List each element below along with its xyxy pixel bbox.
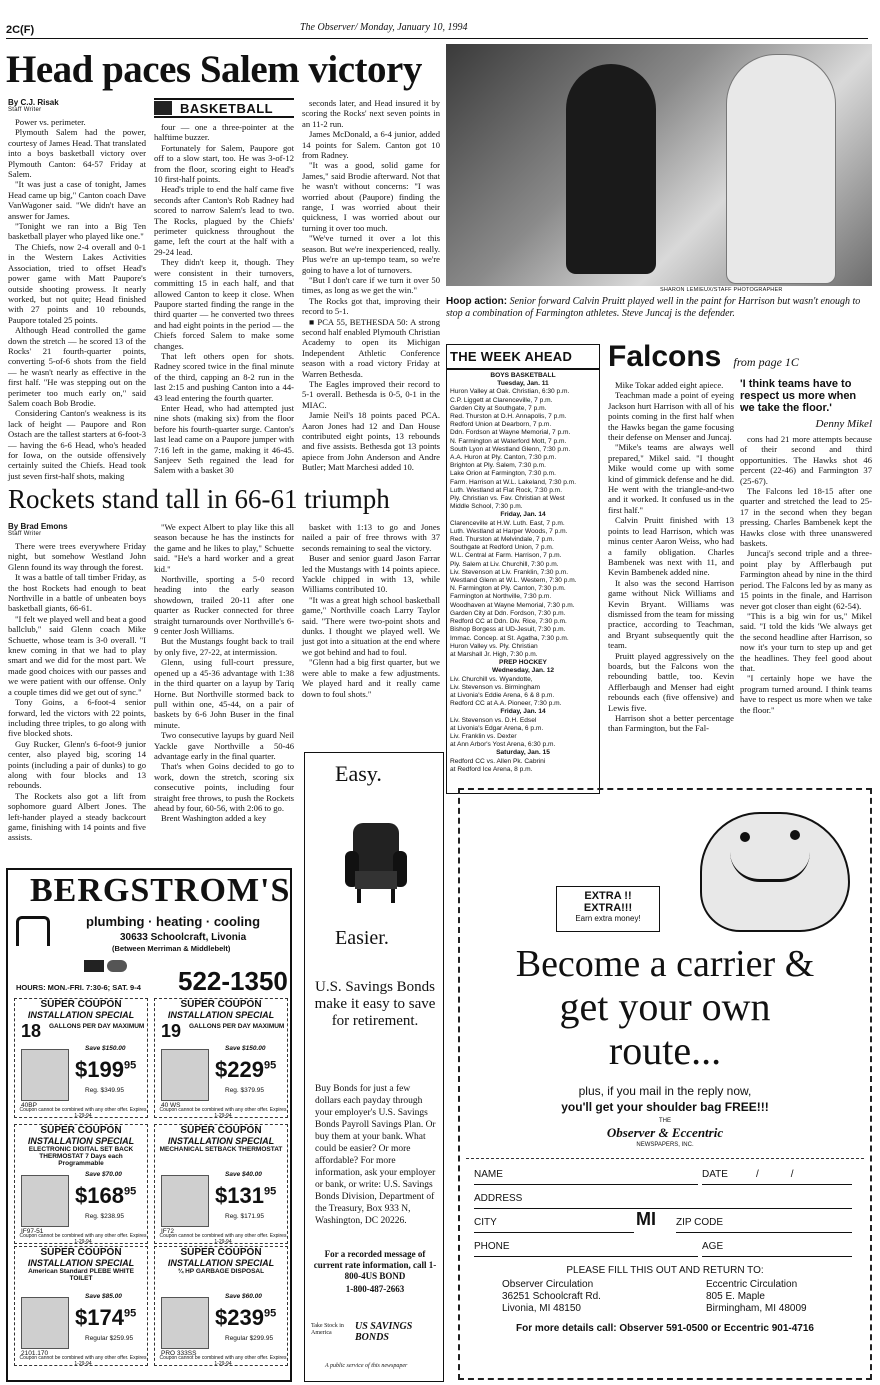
bergstroms-services: plumbing · heating · cooling: [86, 914, 261, 929]
product-image: [21, 1297, 69, 1349]
paragraph: Tony Goins, a 6-foot-4 senior forward, led the victors with 22 points, including three triples, to go along with five blocked shots.: [8, 697, 146, 739]
name-field[interactable]: NAME: [474, 1167, 698, 1185]
paragraph: "It was a great high school basketball game," Northville coach Larry Taylor said. "There were two-point shots and dunks. I thought we played well. We just got into a situation at the end where we got behind and had to foul.: [302, 594, 440, 657]
paragraph: "Glenn had a big first quarter, but we were able to make a few adjustments. We played hard and it really came down to foul shots.": [302, 657, 440, 699]
carrier-headline-1: Become a carrier &: [515, 943, 815, 985]
paragraph: Plymouth Salem had the power, courtesy of James Head. That translated into a boys basketball victory over Plymouth Canton: 64-57 Friday at Salem.: [8, 127, 146, 180]
bergstroms-hours: HOURS: MON.-FRI. 7:30-6; SAT. 9-4: [16, 983, 141, 992]
credit-card-logos: [84, 960, 127, 972]
bonds-easy: Easy.: [335, 761, 382, 786]
coupon-regular-price: Reg. $238.95: [85, 1213, 125, 1220]
falcons-col-2-text: [740, 434, 872, 715]
date-field[interactable]: DATE / /: [702, 1167, 852, 1185]
coupon-description: ¾ HP GARBAGE DISPOSAL: [177, 1268, 265, 1275]
paragraph: "Mike's teams are always well prepared," Mikel said. "I thought Mike would come up with some kind of gimmick defense and he did. He went with the triangle-and-two and it worked. It confused us in the first half.": [608, 442, 734, 515]
carrier-line-1: plus, if you mail in the reply now,: [578, 1084, 752, 1098]
schedule-line: Red. Thurston at Melvindale, 7 p.m.: [450, 536, 555, 544]
coupon-model: IF97-51: [21, 1228, 44, 1235]
schedule-line: at Redford Ice Arena, 8 p.m.: [450, 765, 533, 773]
schedule-line: Farm. Harrison at W.L. Lakeland, 7:30 p.m.: [450, 478, 577, 486]
schedule-line: Southgate at Redford Union, 7 p.m.: [450, 544, 554, 552]
schedule-line: Ply. Salem at Liv. Churchill, 7:30 p.m.: [450, 560, 559, 568]
coupon-gallons: 18: [21, 1021, 42, 1041]
photo-caption: Hoop action: Senior forward Calvin Pruitt played well in the paint for Harrison but wasn't enough to stop a combination of Farmington athletes. Steve Juncaj is the defender.: [446, 296, 861, 319]
coupon-price-cents: 95: [123, 1059, 137, 1072]
bergstroms-address: 30633 Schoolcraft, Livonia: [120, 932, 247, 943]
eccentric-address: Eccentric Circulation 805 E. Maple Birmingham, MI 48009: [706, 1279, 807, 1314]
paragraph: basket with 1:13 to go and Jones nailed a pair of free throws with 37 seconds remaining to seal the victory.: [302, 522, 440, 553]
coupon-price-cents: 95: [123, 1185, 137, 1198]
mastercard-icon: [107, 960, 127, 972]
coupon-description: MECHANICAL SETBACK THERMOSTAT: [159, 1146, 283, 1153]
city-field[interactable]: CITY: [474, 1215, 634, 1233]
address-field[interactable]: ADDRESS: [474, 1191, 852, 1209]
bonds-rate-line: For a recorded message of current rate information, call 1-800-4US BOND: [313, 1249, 437, 1281]
faucet-icon: [16, 916, 50, 946]
schedule-line: Redford CC at Ddn. Div. Rice, 7:30 p.m.: [450, 618, 567, 626]
paragraph: The Eagles improved their record to 5-1 overall. Bethesda is 0-5, 0-1 in the MIAC.: [302, 378, 440, 410]
coupon-title: SUPER COUPON: [40, 1125, 122, 1136]
paragraph: Guy Rucker, Glenn's 6-foot-9 junior center, also played big, scoring 14 points (including a pair of dunks) to go along with four blocks and 13 rebounds.: [8, 738, 146, 791]
schedule-line: Red. Thurston at D.H. Annapolis, 7 p.m.: [450, 413, 567, 421]
schedule-line: Middle School, 7:30 p.m.: [450, 503, 523, 511]
coupon-title: SUPER COUPON: [40, 1247, 122, 1258]
paragraph: That's when Goins decided to go to work, down the stretch, scoring six consecutive points, including four straight free throws, to push the Rockets ahead by four, 60-56, with 2:06 to go.: [154, 761, 294, 813]
paragraph: Buser and senior guard Jason Farrar led the Mustangs with 14 points apiece. Yackle chipped in with 13, while Williams contributed 10.: [302, 553, 440, 595]
photo-player-silhouette: [566, 64, 656, 274]
rockets-col-3: [302, 522, 440, 699]
paragraph: "Tonight we ran into a Big Ten basketball player who played like one.": [8, 221, 146, 242]
schedule-line: N. Farmington at Ply. Canton, 7:30 p.m.: [450, 585, 566, 593]
return-to: PLEASE FILL THIS OUT AND RETURN TO:: [566, 1265, 764, 1276]
paragraph: "I felt we played well and beat a good ballclub," said Glenn coach Mike Schuette, whose team is 3-0 overall. "I knew coming in that we had to play smart and we did for the most part. We made good choices with our passes and we were patient with our offense. Only a couple times did we get out of sync.": [8, 613, 146, 697]
falcons-col-1: [608, 380, 734, 734]
schedule-line: Saturday, Jan. 15: [496, 749, 550, 757]
photo-credit: SHARON LEMIEUX/STAFF PHOTOGRAPHER: [660, 287, 783, 293]
pull-quote-attribution: Denny Mikel: [815, 418, 872, 430]
paragraph: Pruitt played aggressively on the boards, but the Falcons won the rebounding battle, too. Kevin Afflerbaugh and Menser had eight rebounds each (five offensive) and Lewis five.: [608, 650, 734, 713]
bonds-logo: US SAVINGS BONDS: [355, 1321, 413, 1343]
age-field[interactable]: AGE: [702, 1239, 852, 1257]
schedule-line: Clarenceville at H.W. Luth. East, 7 p.m.: [450, 519, 565, 527]
schedule-line: Woodhaven at Wayne Memorial, 7:30 p.m.: [450, 601, 575, 609]
schedule-line: Garden City at Ddn. Fordson, 7:30 p.m.: [450, 609, 566, 617]
product-image: [161, 1297, 209, 1349]
coupon-price-cents: 95: [263, 1185, 277, 1198]
coupon-title: SUPER COUPON: [180, 999, 262, 1010]
paragraph: They didn't keep it, though. They were consistent in their turnovers, committing 15 in each half, and that allowed Canton to keep it close. When Paupore started finding the range in the third quarter — he converted two threes and had eight points in the period — the Chiefs forced Salem to make some changes.: [154, 257, 294, 351]
schedule-line: Ddn. Fordson at Wayne Memorial, 7 p.m.: [450, 429, 571, 437]
main-col-3: [302, 98, 440, 473]
schedule-line: Huron Valley at Oak. Christian, 6:30 p.m.: [450, 388, 570, 396]
section-label: BASKETBALL: [154, 98, 294, 118]
product-image: [161, 1049, 209, 1101]
schedule-line: Redford Union at Dearborn, 7 p.m.: [450, 421, 552, 429]
super-coupon[interactable]: [14, 1246, 148, 1366]
paragraph: But the Mustangs fought back to trail by only five, 27-22, at intermission.: [154, 636, 294, 657]
paragraph: James McDonald, a 6-4 junior, added 14 points for Salem. Canton got 10 from Radney.: [302, 129, 440, 161]
super-coupon[interactable]: [14, 998, 148, 1118]
bergstroms-ad: [6, 868, 292, 1382]
carrier-paper-logo: Observer & Eccentric: [606, 1125, 724, 1140]
paragraph: Considering Canton's weakness is its lack of height — Paupore and Ron Ostach are the tallest starters at 6-foot-3 — having the 6-6 Head, who's headed for Iowa, on the outside offensively certainly suited the Chiefs. Head took just seven first-half shots, making: [8, 408, 146, 481]
schedule-line: Liv. Stevenson at Liv. Franklin, 7:30 p.m.: [450, 568, 569, 576]
paragraph: Enter Head, who had attempted just nine shots (making six) from the floor before his fourth-quarter surge. Canton's last lead came on a Paupore jumper with 7:16 left in the game, making it 46-45. Sanjeev Seth regained the lead for Salem with a basket 30: [154, 402, 294, 476]
coupon-title: SUPER COUPON: [180, 1125, 262, 1136]
coupon-save: Save $70.00: [85, 1171, 122, 1178]
paragraph: "It was a good, solid game for James," said Brodie afterward. Not that he wasn't without concerns: "I was worried about (Paupore) finding the range, I was worried about their quickness, I was worried about our turning it over too much.: [302, 160, 440, 233]
armchair-icon: [345, 823, 407, 905]
schedule-line: at Ann Arbor's Yost Arena, 6:30 p.m.: [450, 741, 556, 749]
coupon-model: 2101.170: [21, 1350, 49, 1357]
week-ahead-list: [447, 370, 599, 776]
schedule-line: Wednesday, Jan. 12: [491, 667, 555, 675]
coupon-description: ELECTRONIC DIGITAL SET BACK THERMOSTAT 7 Days each Programmable: [28, 1146, 134, 1167]
paragraph: Brent Washington added a key: [161, 813, 267, 824]
dog-mascot-illustration: [690, 792, 860, 962]
coupon-subtitle: INSTALLATION SPECIAL: [167, 1010, 275, 1020]
schedule-line: Westland Glenn at W.L. Western, 7:30 p.m.: [450, 577, 577, 585]
carrier-headline-3: route...: [608, 1028, 722, 1073]
bergstroms-between: (Between Merriman & Middlebelt): [112, 944, 231, 953]
coupon-regular-price: Reg. $349.95: [85, 1087, 125, 1094]
paragraph: "I certainly hope we have the program turned around. I think teams have to respect us more when we take the floor.": [740, 673, 872, 715]
paragraph: cons had 21 more attempts because of their second and third opportunities. The Hawks shot 46 percent (22-46) and Farmington 37 (25-67).: [740, 434, 872, 486]
reply-form: [466, 1158, 864, 1372]
rockets-col-1: By Brad Emons Staff Writer There were trees everywhere Friday night, but somehow Westland John Glenn found its way through the forest. It was a battle of tall timber Friday, as the host Rockets had enough to beat Northville in a battle of unbeaten boys basketball giants, 66-61. "I felt we played well and beat a good ballclub," said Glenn coach Mike Schuette, whose team is 3-0 overall. "I knew coming in that we had to play smart and we did for the most part. We made good choices with our passes and we were patient with our offense. Only a couple times did we get out of sync." Tony Goins, a 6-foot-4 senior forward, led the victors with 22 points, including three triples, to go along with five blocked shots. Guy Rucker, Glenn's 6-foot-9 junior center, also played big, scoring 14 points (including a pair of dunks) to go along with four blocks and 13 rebounds. The Rockets also got a lift from sophomore guard Albert Jones. The left-hander played a steady backcourt game, finishing with 14 points and five assists.: [8, 522, 146, 843]
paragraph: Fortunately for Salem, Paupore got off to a slow start, too. He was 3-of-12 from the floor, scoring eight to Head's 10 first-half points.: [154, 142, 294, 185]
super-coupon[interactable]: [154, 998, 288, 1118]
rockets-col-2: [154, 522, 294, 824]
bonds-rate-phone: 1-800-487-2663: [345, 1284, 405, 1294]
coupon-title: SUPER COUPON: [180, 1247, 262, 1258]
coupon-price: $\$174^{95}$: [75, 1305, 137, 1330]
schedule-line: at Marshall Jr. High, 7:30 p.m.: [450, 650, 538, 658]
section-label-mark: [154, 101, 172, 115]
rockets-col-1-text: [8, 541, 146, 843]
coupon-fine-print: Coupon cannot be combined with any other offer. Expires 1-29-94: [159, 1233, 287, 1244]
super-coupon[interactable]: [14, 1124, 148, 1244]
super-coupon[interactable]: [154, 1124, 288, 1244]
paragraph: ■ PCA 55, BETHESDA 50: A strong second half enabled Plymouth Christian Academy to open its Michigan Independent Athletic Conference season with a road victory Friday at Warren Bethesda.: [302, 316, 440, 379]
coupon-price: $\$199^{95}$: [75, 1057, 137, 1082]
paragraph: "We expect Albert to play like this all season because he has the instincts for the game and he likes to play," Schuette said. "He's a hard worker and a great kid.": [154, 522, 294, 574]
schedule-line: Friday, Jan. 14: [500, 708, 546, 716]
paragraph: Juncaj's second triple and a three-point play by Afflerbaugh put Farmington ahead by nine in the third period. The Falcons led by as many as 15 points in the finale, and Harrison never got closer than eight (62-54).: [740, 548, 872, 611]
coupon-model: 40BP: [21, 1102, 37, 1109]
carrier-line-2: you'll get your shoulder bag FREE!!!: [561, 1100, 769, 1114]
bonds-logo-tag: Take Stock in America: [311, 1323, 344, 1336]
coupon-subtitle: INSTALLATION SPECIAL: [167, 1258, 275, 1268]
main-col-1-text: [8, 117, 146, 481]
schedule-line: BOYS BASKETBALL: [490, 372, 556, 379]
paragraph: It also was the second Harrison game without Nick Williams and Kevin Bryant. Williams was dismissed from the team for missing practice, according to Teachman, and Bryant subsequently quit the team.: [608, 577, 734, 651]
schedule-line: Ply. Christian vs. Fav. Christian at West: [450, 495, 565, 503]
coupon-model: PRO 333SS: [161, 1350, 197, 1357]
paragraph: Two consecutive layups by guard Neil Yackle gave Northville a 50-46 advantage early in the final quarter.: [154, 730, 294, 761]
paragraph: The Rocks got that, improving their record to 5-1.: [302, 295, 440, 317]
carrier-the: THE: [659, 1118, 671, 1124]
coupon-subtitle: INSTALLATION SPECIAL: [27, 1258, 135, 1268]
main-col-1: [8, 98, 146, 481]
schedule-line: Liv. Stevenson vs. Birmingham: [450, 683, 541, 691]
savings-bonds-ad: [304, 752, 444, 1382]
coupon-save: Save $150.00: [85, 1045, 126, 1052]
paragraph: The Rockets also got a lift from sophomore guard Albert Jones. The left-hander played a steady backcourt game, finishing with 14 points and five assists.: [8, 790, 146, 843]
product-image: [21, 1175, 69, 1227]
coupon-save: Save $60.00: [225, 1293, 262, 1300]
paragraph: Harrison shot a better percentage than Farmington, but the Fal-: [608, 713, 734, 734]
schedule-line: South Lyon at Westland Glenn, 7:30 p.m.: [450, 445, 571, 453]
paragraph: "It was just a case of tonight, James Head came up big," Canton coach Dave VanWagoner said. "We didn't have an answer for James.: [8, 179, 146, 221]
bergstroms-phone: 522-1350: [178, 966, 288, 996]
phone-field[interactable]: PHONE: [474, 1239, 698, 1257]
coupon-description: American Standard PLEBE WHITE TOILET: [28, 1268, 134, 1282]
coupon-description: GALLONS PER DAY MAXIMUM: [49, 1023, 145, 1030]
schedule-line: Brighton at Ply. Salem, 7:30 p.m.: [450, 462, 546, 470]
bonds-headline: U.S. Savings Bonds make it easy to save for retirement.: [314, 979, 436, 1029]
schedule-line: Immac. Concep. at St. Agatha, 7:30 p.m.: [450, 634, 569, 642]
paragraph: four — one a three-pointer at the halftime buzzer.: [154, 122, 294, 143]
photo-defender-silhouette: [726, 54, 836, 284]
details-line: For more details call: Observer 591-0500 or Eccentric 901-4716: [516, 1323, 814, 1334]
paragraph: Jamie Neil's 18 points paced PCA. Aaron Jones had 12 and Dan House contributed eight points, 13 rebounds and five assists. Bethesda got 13 points apiece from John Anderson and Andre Butler; Matt Marchesi added 10.: [302, 410, 440, 473]
schedule-line: Friday, Jan. 14: [500, 511, 546, 519]
schedule-line: Farmington at Northville, 7:30 p.m.: [450, 593, 552, 601]
bonds-body: Buy Bonds for just a few dollars each payday through your employer's U.S. Savings Bonds Payroll Savings Plan. Or buy them at your bank. What could be easier? Or more affordable? For more information, ask your employer or bank, or write: U.S. Savings Bonds Division, Department of the Treasury, Box 933 N, Washington, DC 20226.: [315, 1084, 436, 1226]
coupon-model: IF72: [161, 1228, 175, 1235]
extra-bubble: EXTRA !! EXTRA!!! Earn extra money!: [556, 886, 660, 932]
schedule-line: Redford CC vs. Allen Pk. Cabrini: [450, 757, 546, 765]
rockets-col-3-text: [302, 522, 440, 699]
coupon-save: Save $85.00: [85, 1293, 122, 1300]
visa-card-icon: [84, 960, 104, 972]
coupon-save: Save $150.00: [225, 1045, 266, 1052]
coupon-price: $\$229^{95}$: [215, 1057, 277, 1082]
schedule-line: PREP HOCKEY: [499, 659, 547, 667]
schedule-line: Liv. Franklin vs. Dexter: [450, 732, 517, 740]
observer-address: Observer Circulation 36251 Schoolcraft Rd. Livonia, MI 48150: [502, 1279, 601, 1314]
main-col-3-text: [302, 98, 440, 473]
coupon-price: $\$239^{95}$: [215, 1305, 277, 1330]
paragraph: Mike Tokar added eight apiece.: [615, 380, 724, 390]
state-field: MI: [636, 1209, 656, 1229]
rockets-headline: Rockets stand tall in 66-61 triumph: [8, 484, 390, 514]
rockets-col-2-text: [154, 522, 294, 824]
schedule-line: at Livonia's Eddie Arena, 6 & 8 p.m.: [450, 691, 555, 699]
main-col-2-text: [154, 122, 294, 476]
paragraph: Power vs. perimeter.: [15, 117, 86, 127]
paragraph: Calvin Pruitt finished with 13 points to lead Harrison, which was minus center Aaron Weiss, who had a family obligation. Charles Bambenek was next with 11, and Kevin Bambenek added nine.: [608, 515, 734, 578]
coupon-gallons: 19: [161, 1021, 182, 1041]
schedule-line: Lake Orion at Farmington, 7:30 p.m.: [450, 470, 556, 478]
main-col-2: [154, 98, 294, 476]
coupon-subtitle: INSTALLATION SPECIAL: [27, 1010, 135, 1020]
schedule-line: Bishop Borgess at UD-Jesuit, 7:30 p.m.: [450, 626, 566, 634]
coupon-model: 40 WS: [161, 1102, 181, 1109]
byline: By C.J. Risak: [8, 98, 59, 107]
falcons-col-1-text: [608, 380, 734, 734]
page-header: The Observer/ Monday, January 10, 1994: [300, 22, 468, 33]
coupon-regular-price: Reg. $379.95: [225, 1087, 265, 1094]
product-image: [21, 1049, 69, 1101]
week-ahead-title: THE WEEK AHEAD: [447, 345, 599, 370]
coupon-fine-print: Coupon cannot be combined with any other offer. Expires 1-29-94: [159, 1355, 287, 1366]
coupon-price-cents: 95: [263, 1307, 277, 1320]
coupon-title: SUPER COUPON: [40, 999, 122, 1010]
coupon-save: Save $40.00: [225, 1171, 262, 1178]
carrier-papers: NEWSPAPERS, INC.: [636, 1142, 694, 1148]
falcons-jump: from page 1C: [733, 355, 799, 369]
carrier-headline-2: get your own: [559, 984, 771, 1029]
coupon-fine-print: Coupon cannot be combined with any other offer. Expires 1-29-94: [19, 1233, 147, 1244]
coupon-regular-price: Regular $299.95: [225, 1335, 274, 1342]
paragraph: seconds later, and Head insured it by scoring the Rocks' next seven points in an 11-2 run.: [302, 98, 440, 129]
schedule-line: W.L. Central at Farm. Harrison, 7 p.m.: [450, 552, 562, 560]
schedule-line: Redford CC at A.A. Pioneer, 7:30 p.m.: [450, 700, 562, 708]
paragraph: Glenn, using full-court pressure, opened up a 45-36 advantage with 1:38 in the third quarter on a layup by Tariq Horne. But Northville stormed back to pull within one, 45-44, on a pair of baskets by 6-6 John Buser in the final minute.: [154, 657, 294, 730]
coupon-price-cents: 95: [123, 1307, 137, 1320]
coupon-subtitle: INSTALLATION SPECIAL: [167, 1136, 275, 1146]
paragraph: There were trees everywhere Friday night, but somehow Westland John Glenn found its way through the forest.: [8, 541, 146, 572]
coupon-price-cents: 95: [263, 1059, 277, 1072]
bonds-easier: Easier.: [335, 927, 389, 949]
byline-role: Staff Writer: [8, 107, 42, 113]
zip-field[interactable]: ZIP CODE: [676, 1215, 852, 1233]
schedule-line: at Livonia's Edgar Arena, 6 p.m.: [450, 724, 544, 732]
falcons-col-2: [740, 378, 872, 715]
paragraph: "But I don't care if we turn it over 50 times, as long as we get the win.": [302, 274, 440, 296]
schedule-line: Luth. Westland at Harper Woods, 7 p.m.: [450, 527, 568, 535]
falcons-title: Falcons from page 1C: [608, 340, 799, 373]
coupon-subtitle: INSTALLATION SPECIAL: [27, 1136, 135, 1146]
week-ahead-box: [446, 344, 600, 794]
schedule-line: C.P. Liggett at Clarenceville, 7 p.m.: [450, 396, 553, 404]
bergstroms-name: BERGSTROM'S: [30, 872, 291, 909]
schedule-line: N. Farmington at Waterford Mott, 7 p.m.: [450, 437, 567, 445]
carrier-ad: [458, 788, 872, 1380]
schedule-line: Luth. Westland at Flat Rock, 7:30 p.m.: [450, 486, 563, 494]
paragraph: The Chiefs, now 2-4 overall and 0-1 in the Western Lakes Activities Association, tried to offset Head's power game with Matt Paupore's outside shooting prowess. It nearly worked, but not quite; Head finished with 27 points and 10 rebounds, Paupore totaled 25 points.: [8, 241, 146, 325]
paragraph: Head's triple to end the half came five seconds after Canton's Rob Radney had scored to narrow Salem's lead to two. The Rocks, plagued by the Chiefs' perimeter quickness throughout the game, left the court at the half with a 29-24 lead.: [154, 184, 294, 257]
product-image: [161, 1175, 209, 1227]
paragraph: The Falcons led 18-15 after one quarter and stretched the lead to 25-17 in the second when they began pressing. Charles Bambenek kept the Hawks close with three unanswered baskets.: [740, 486, 872, 549]
paragraph: Although Head controlled the game down the stretch — he scored 13 of the Rocks' 21 fourth-quarter points, converting 5-of-6 shots from the field — he wasn't nearly as effective in the first half. "He was stepping out on the perimeter too much early on," said Salem coach Bob Brodie.: [8, 325, 146, 408]
coupon-regular-price: Reg. $171.95: [225, 1213, 265, 1220]
schedule-line: Liv. Stevenson vs. D.H. Edsel: [450, 716, 537, 724]
coupon-price: $\$168^{95}$: [75, 1183, 137, 1208]
coupon-price: $\$131^{95}$: [215, 1183, 277, 1208]
main-headline: Head paces Salem victory: [6, 48, 422, 91]
basketball-photo: [446, 44, 872, 286]
schedule-line: A.A. Huron at Ply. Canton, 7:30 p.m.: [450, 454, 557, 462]
coupon-fine-print: Coupon cannot be combined with any other offer. Expires 1-29-94: [19, 1355, 147, 1366]
schedule-line: Tuesday, Jan. 11: [497, 380, 549, 388]
coupon-regular-price: Regular $259.95: [85, 1335, 134, 1342]
paragraph: That left others open for shots. Radney scored twice in the final minute of the third, capping an 8-2 run in the last 2:15 and pushing Canton into a 44-43 lead entering the fourth quarter.: [154, 350, 294, 403]
page-number: 2C(F): [6, 24, 35, 36]
coupon-description: GALLONS PER DAY MAXIMUM: [189, 1023, 285, 1030]
schedule-line: Garden City at Southgate, 7 p.m.: [450, 404, 547, 412]
paragraph: "We've turned it over a lot this season. But we're inexperienced, really. Plus we're an up-tempo team, so we're going to have a lot of turnovers.: [302, 233, 440, 275]
paragraph: "This is a big win for us," Mikel said. "I told the kids 'We always get the second headline after Harrison, so now it's your turn to step up and get the headlines. They feel good about that.: [740, 610, 872, 673]
header-rule: [6, 38, 868, 39]
schedule-line: Huron Valley vs. Ply. Christian: [450, 642, 538, 650]
coupon-fine-print: Coupon cannot be combined with any other offer. Expires 1-29-94: [19, 1107, 147, 1118]
coupon-fine-print: Coupon cannot be combined with any other offer. Expires 1-29-94: [159, 1107, 287, 1118]
paragraph: Northville, sporting a 5-0 record heading into the early season showdown, trailed 20-11 after one quarter as Rucker connected for three straight turnarounds over Northville's 6-9 center Josh Williams.: [154, 574, 294, 637]
bonds-psa: A public service of this newspaper: [325, 1363, 408, 1369]
schedule-line: Liv. Churchill vs. Wyandotte,: [450, 675, 533, 683]
super-coupon[interactable]: [154, 1246, 288, 1366]
pull-quote: 'I think teams have to respect us more when we take the floor.' Denny Mikel: [740, 378, 872, 430]
paragraph: It was a battle of tall timber Friday, as the host Rockets had enough to beat Northville in a battle of unbeaten boys basketball giants, 66-61.: [8, 572, 146, 614]
paragraph: Teachman made a point of eyeing Jackson hurt Harrison with all of his points coming in the first half when the Hawks began the game focusing their defense on Menser and Juncaj.: [608, 390, 734, 443]
